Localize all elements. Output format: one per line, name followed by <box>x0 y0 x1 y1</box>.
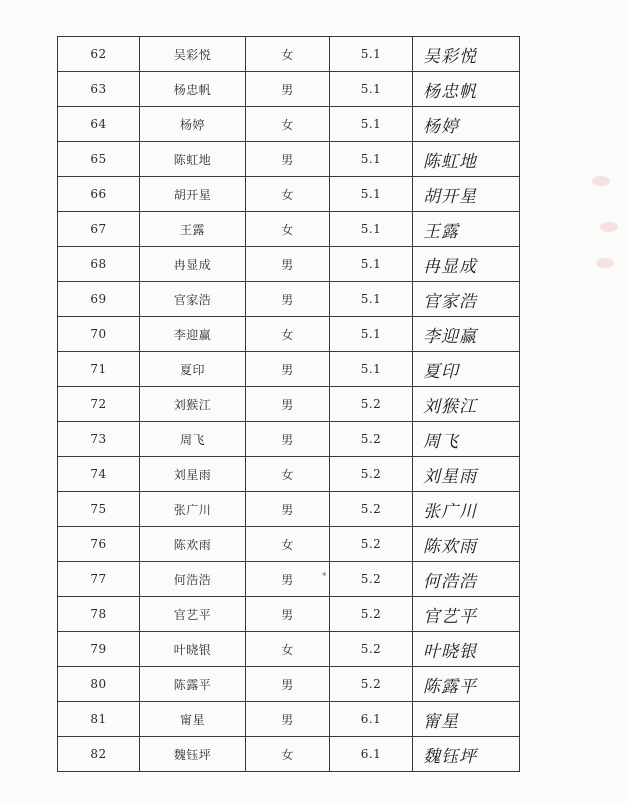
row-number-cell: 74 <box>58 457 140 492</box>
name-cell: 夏印 <box>140 352 246 387</box>
signature-cell: 陈虹地 <box>413 142 520 177</box>
signature-cell: 杨忠帆 <box>413 72 520 107</box>
row-number-cell: 62 <box>58 37 140 72</box>
name-cell: 李迎赢 <box>140 317 246 352</box>
gender-cell: 男 <box>246 422 330 457</box>
table-row <box>58 177 520 212</box>
name-cell: 张广川 <box>140 492 246 527</box>
gender-cell: 女 <box>246 317 330 352</box>
gender-cell: 男 <box>246 142 330 177</box>
date-cell: 5.2 <box>330 527 413 562</box>
signature-cell: 刘猴江 <box>413 387 520 422</box>
sign-in-table <box>57 36 520 772</box>
date-cell: 5.1 <box>330 282 413 317</box>
signature-cell: 甯星 <box>413 702 520 737</box>
signature-cell: 夏印 <box>413 352 520 387</box>
row-number-cell: 73 <box>58 422 140 457</box>
signature-cell: 魏钰坪 <box>413 737 520 772</box>
row-number-cell: 67 <box>58 212 140 247</box>
table-row <box>58 597 520 632</box>
name-cell: 陈虹地 <box>140 142 246 177</box>
gender-cell: 女 <box>246 37 330 72</box>
gender-cell: 男 <box>246 387 330 422</box>
signature-cell: 张广川 <box>413 492 520 527</box>
row-number-cell: 72 <box>58 387 140 422</box>
table-row <box>58 37 520 72</box>
row-number-cell: 77 <box>58 562 140 597</box>
row-number-cell: 75 <box>58 492 140 527</box>
scan-stain <box>592 176 610 186</box>
signature-cell: 吴彩悦 <box>413 37 520 72</box>
signature-cell: 杨婷 <box>413 107 520 142</box>
date-cell: 6.1 <box>330 737 413 772</box>
gender-cell: 男 <box>246 282 330 317</box>
name-cell: 刘星雨 <box>140 457 246 492</box>
gender-cell: 男 <box>246 247 330 282</box>
gender-cell: 男 <box>246 72 330 107</box>
date-cell: 5.1 <box>330 177 413 212</box>
date-cell: 5.2 <box>330 387 413 422</box>
row-number-cell: 68 <box>58 247 140 282</box>
name-cell: 吴彩悦 <box>140 37 246 72</box>
scan-speck: * <box>322 572 327 582</box>
row-number-cell: 78 <box>58 597 140 632</box>
table-row <box>58 352 520 387</box>
name-cell: 甯星 <box>140 702 246 737</box>
gender-cell: 男 <box>246 597 330 632</box>
date-cell: 5.2 <box>330 632 413 667</box>
table-row <box>58 282 520 317</box>
name-cell: 刘猴江 <box>140 387 246 422</box>
signature-cell: 官家浩 <box>413 282 520 317</box>
date-cell: 5.2 <box>330 422 413 457</box>
signature-cell: 周飞 <box>413 422 520 457</box>
name-cell: 陈欢雨 <box>140 527 246 562</box>
gender-cell: 女 <box>246 107 330 142</box>
table-body <box>58 37 520 772</box>
signature-cell: 何浩浩 <box>413 562 520 597</box>
name-cell: 陈露平 <box>140 667 246 702</box>
name-cell: 官家浩 <box>140 282 246 317</box>
table-row <box>58 107 520 142</box>
table-row <box>58 632 520 667</box>
signature-cell: 胡开星 <box>413 177 520 212</box>
scan-stain <box>600 222 618 232</box>
signature-cell: 冉显成 <box>413 247 520 282</box>
row-number-cell: 63 <box>58 72 140 107</box>
date-cell: 5.1 <box>330 352 413 387</box>
date-cell: 5.2 <box>330 562 413 597</box>
date-cell: 5.1 <box>330 247 413 282</box>
name-cell: 胡开星 <box>140 177 246 212</box>
date-cell: 5.1 <box>330 212 413 247</box>
name-cell: 何浩浩 <box>140 562 246 597</box>
row-number-cell: 66 <box>58 177 140 212</box>
name-cell: 周飞 <box>140 422 246 457</box>
table-row <box>58 457 520 492</box>
gender-cell: 女 <box>246 632 330 667</box>
scan-stain <box>596 258 614 268</box>
date-cell: 5.1 <box>330 142 413 177</box>
date-cell: 5.2 <box>330 597 413 632</box>
signature-cell: 叶晓银 <box>413 632 520 667</box>
date-cell: 5.2 <box>330 457 413 492</box>
gender-cell: 男 <box>246 352 330 387</box>
gender-cell: 女 <box>246 527 330 562</box>
gender-cell: 女 <box>246 177 330 212</box>
name-cell: 冉显成 <box>140 247 246 282</box>
row-number-cell: 79 <box>58 632 140 667</box>
gender-cell: 女 <box>246 737 330 772</box>
date-cell: 5.2 <box>330 667 413 702</box>
table-row <box>58 492 520 527</box>
row-number-cell: 65 <box>58 142 140 177</box>
row-number-cell: 81 <box>58 702 140 737</box>
row-number-cell: 64 <box>58 107 140 142</box>
table-row <box>58 667 520 702</box>
table-row <box>58 247 520 282</box>
table-row <box>58 702 520 737</box>
signature-cell: 王露 <box>413 212 520 247</box>
row-number-cell: 76 <box>58 527 140 562</box>
date-cell: 5.2 <box>330 492 413 527</box>
date-cell: 6.1 <box>330 702 413 737</box>
row-number-cell: 69 <box>58 282 140 317</box>
gender-cell: 男 <box>246 702 330 737</box>
date-cell: 5.1 <box>330 72 413 107</box>
table-row <box>58 72 520 107</box>
table-row <box>58 562 520 597</box>
row-number-cell: 70 <box>58 317 140 352</box>
name-cell: 官艺平 <box>140 597 246 632</box>
signature-cell: 陈露平 <box>413 667 520 702</box>
gender-cell: 男 <box>246 667 330 702</box>
name-cell: 王露 <box>140 212 246 247</box>
signature-cell: 官艺平 <box>413 597 520 632</box>
row-number-cell: 82 <box>58 737 140 772</box>
table-row <box>58 212 520 247</box>
row-number-cell: 80 <box>58 667 140 702</box>
name-cell: 魏钰坪 <box>140 737 246 772</box>
row-number-cell: 71 <box>58 352 140 387</box>
table-row <box>58 527 520 562</box>
gender-cell: 男 <box>246 492 330 527</box>
table-row <box>58 422 520 457</box>
gender-cell: 女 <box>246 212 330 247</box>
gender-cell: 男 <box>246 562 330 597</box>
table-row <box>58 737 520 772</box>
name-cell: 杨婷 <box>140 107 246 142</box>
date-cell: 5.1 <box>330 317 413 352</box>
table-row <box>58 142 520 177</box>
signature-cell: 刘星雨 <box>413 457 520 492</box>
name-cell: 叶晓银 <box>140 632 246 667</box>
table-row <box>58 317 520 352</box>
date-cell: 5.1 <box>330 107 413 142</box>
gender-cell: 女 <box>246 457 330 492</box>
table-row <box>58 387 520 422</box>
signature-cell: 陈欢雨 <box>413 527 520 562</box>
name-cell: 杨忠帆 <box>140 72 246 107</box>
date-cell: 5.1 <box>330 37 413 72</box>
signature-cell: 李迎赢 <box>413 317 520 352</box>
